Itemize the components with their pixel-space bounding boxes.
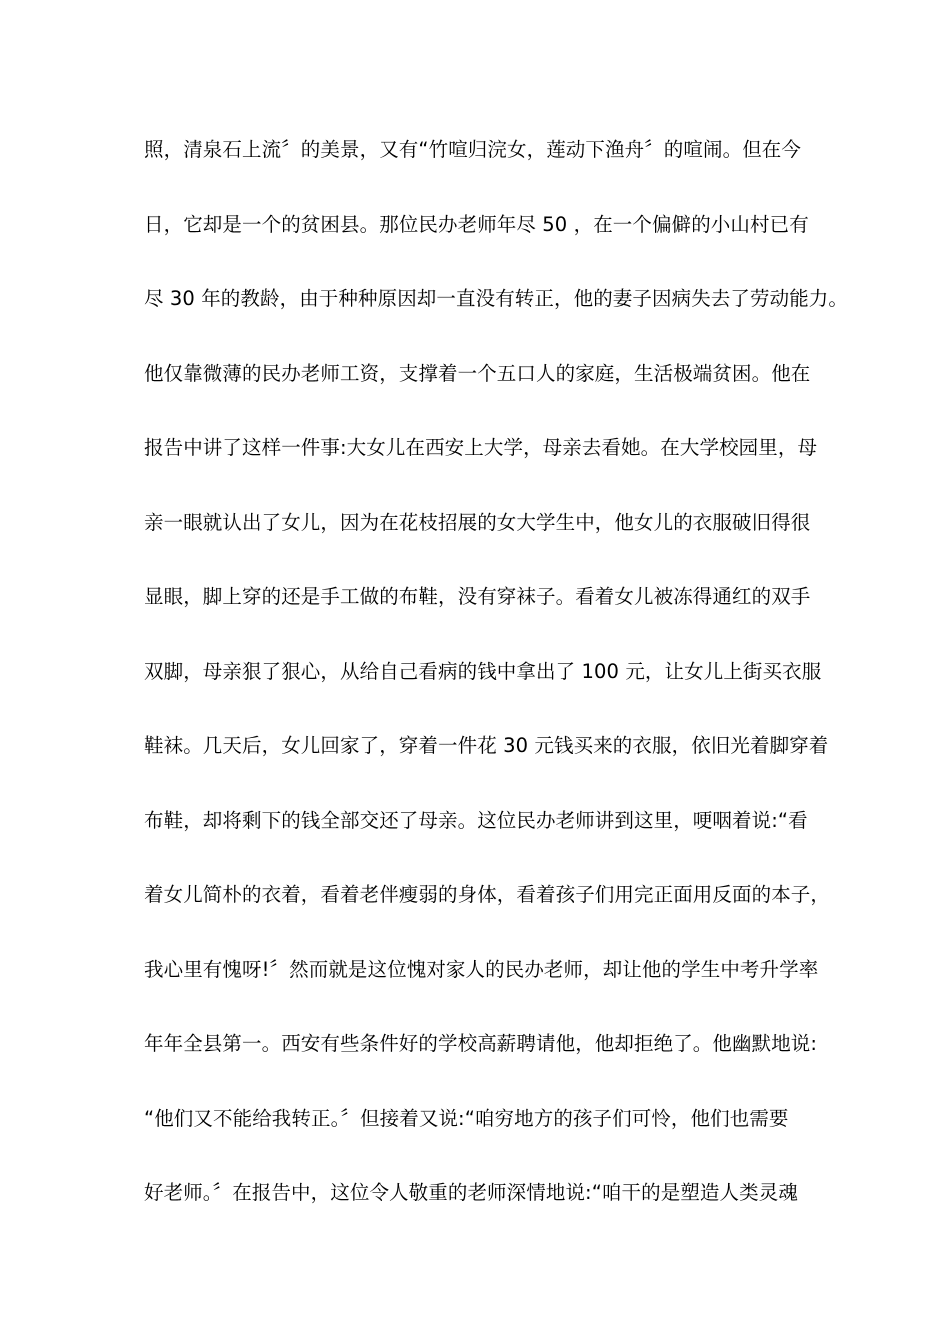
text-line: 布鞋，却将剩下的钱全部交还了母亲。这位民办老师讲到这里，哽咽着说:“看 — [144, 808, 808, 832]
text-line: 鞋袜。几天后，女儿回家了，穿着一件花 30 元钱买来的衣服，依旧光着脚穿着 — [144, 734, 829, 757]
text-line: 年年全县第一。西安有些条件好的学校高薪聘请他，他却拒绝了。他幽默地说: — [144, 1032, 818, 1055]
body-text — [144, 128, 849, 1246]
text-line: 日，它却是一个的贫困县。那位民办老师年尽 50 ，在一个偏僻的小山村已有 — [144, 212, 809, 236]
text-line: “他们又不能给我转正。〞但接着又说:“咱穷地方的孩子们可怜，他们也需要 — [144, 1106, 789, 1130]
text-line: 好老师。〞在报告中，这位令人敬重的老师深情地说:“咱干的是塑造人类灵魂 — [144, 1181, 798, 1204]
text-line: 照，清泉石上流〞的美景，又有“竹喧归浣女，莲动下渔舟〞的喧闹。但在今 — [144, 138, 802, 161]
text-line: 报告中讲了这样一件事:大女儿在西安上大学，母亲去看她。在大学校园里，母 — [144, 436, 818, 459]
text-line: 他仅靠微薄的民办老师工资，支撑着一个五口人的家庭，生活极端贫困。他在 — [144, 361, 811, 385]
text-line: 显眼，脚上穿的还是手工做的布鞋，没有穿袜子。看着女儿被冻得通红的双手 — [144, 585, 811, 608]
text-line: 亲一眼就认出了女儿，因为在花枝招展的女大学生中，他女儿的衣服破旧得很 — [144, 510, 811, 534]
text-line: 着女儿简朴的衣着，看着老伴瘦弱的身体，看着孩子们用完正面用反面的本子， — [144, 883, 831, 906]
text-line: 我心里有愧呀!〞然而就是这位愧对家人的民办老师，却让他的学生中考升学率 — [144, 957, 819, 981]
text-line: 双脚，母亲狠了狠心，从给自己看病的钱中拿出了 100 元，让女儿上街买衣服 — [144, 659, 822, 683]
text-line: 尽 30 年的教龄，由于种种原因却一直没有转正，他的妻子因病失去了劳动能力。 — [144, 287, 849, 310]
